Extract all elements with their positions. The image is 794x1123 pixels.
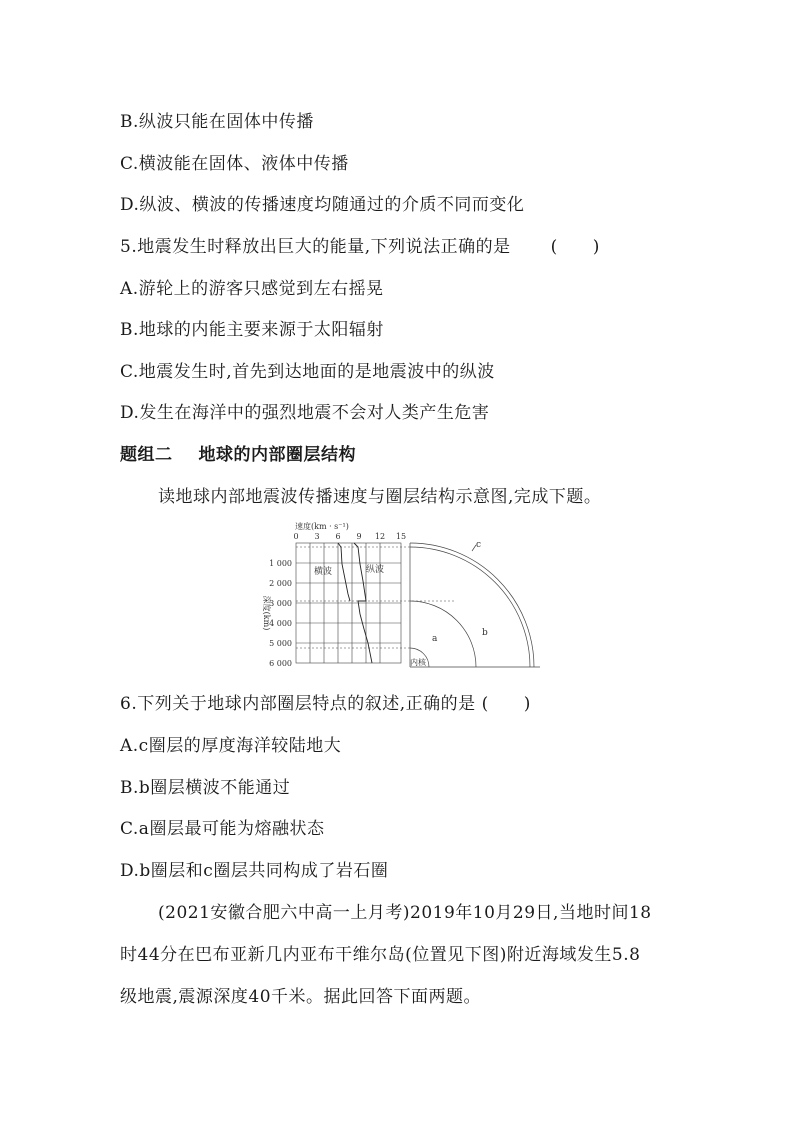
depth-tick: 5 000 bbox=[269, 639, 292, 648]
p-wave-label: 纵波 bbox=[366, 565, 385, 575]
inner-core-label: 内核 bbox=[410, 658, 426, 667]
depth-tick: 4 000 bbox=[269, 619, 292, 628]
layer-b-label: b bbox=[482, 628, 488, 638]
s-wave-curve bbox=[338, 543, 350, 601]
q6-answer-blank: ( ) bbox=[481, 694, 531, 714]
q4-option-b: B.纵波只能在固体中传播 bbox=[120, 112, 314, 132]
section-heading bbox=[120, 440, 356, 465]
passage-line-1: (2021安徽合肥六中高一上月考)2019年10月29日,当地时间18 bbox=[158, 903, 652, 923]
speed-tick: 6 bbox=[335, 532, 341, 541]
depth-tick: 1 000 bbox=[269, 559, 292, 568]
layer-c-label: c bbox=[476, 540, 482, 550]
q5-option-c: C.地震发生时,首先到达地面的是地震波中的纵波 bbox=[120, 362, 495, 382]
group-title: 地球的内部圈层结构 bbox=[198, 445, 356, 465]
q4-option-d: D.纵波、横波的传播速度均随通过的介质不同而变化 bbox=[120, 195, 525, 215]
chart-grid bbox=[296, 543, 401, 663]
speed-tick: 15 bbox=[395, 532, 407, 541]
seismic-wave-figure bbox=[250, 519, 550, 671]
q5-option-b: B.地球的内能主要来源于太阳辐射 bbox=[120, 320, 384, 340]
q5-stem-text: 5.地震发生时释放出巨大的能量,下列说法正确的是 bbox=[120, 237, 511, 257]
q5-stem bbox=[120, 232, 600, 257]
speed-tick: 9 bbox=[356, 532, 362, 541]
depth-axis-label: 深度(km) bbox=[262, 595, 271, 631]
q6-option-c: C.a圈层最可能为熔融状态 bbox=[120, 819, 325, 839]
passage-line-2: 时44分在巴布亚新几内亚布干维尔岛(位置见下图)附近海域发生5.8 bbox=[120, 945, 641, 965]
q6-stem-text: 6.下列关于地球内部圈层特点的叙述,正确的是 bbox=[120, 694, 476, 714]
depth-tick: 6 000 bbox=[269, 659, 292, 668]
earth-cross-section bbox=[410, 543, 540, 667]
q6-option-b: B.b圈层横波不能通过 bbox=[120, 778, 291, 798]
q6-option-d: D.b圈层和c圈层共同构成了岩石圈 bbox=[120, 861, 389, 881]
q5-option-d: D.发生在海洋中的强烈地震不会对人类产生危害 bbox=[120, 403, 490, 423]
q6-stem bbox=[120, 689, 531, 714]
speed-axis-label: 速度(km · s⁻¹) bbox=[295, 522, 349, 531]
speed-tick: 0 bbox=[293, 532, 299, 541]
passage-line-3: 级地震,震源深度40千米。据此回答下面两题。 bbox=[120, 987, 482, 1007]
speed-tick: 12 bbox=[374, 532, 386, 541]
s-wave-label: 横波 bbox=[314, 567, 333, 577]
group-label: 题组二 bbox=[120, 445, 173, 465]
layer-a-label: a bbox=[432, 634, 438, 644]
q5-answer-blank: ( ) bbox=[550, 237, 600, 257]
figure-intro: 读地球内部地震波传播速度与圈层结构示意图,完成下题。 bbox=[158, 487, 602, 507]
depth-tick: 3 000 bbox=[269, 599, 292, 608]
q6-option-a: A.c圈层的厚度海洋较陆地大 bbox=[120, 736, 342, 756]
q5-option-a: A.游轮上的游客只感觉到左右摇晃 bbox=[120, 279, 384, 299]
depth-tick: 2 000 bbox=[269, 579, 292, 588]
q4-option-c: C.横波能在固体、液体中传播 bbox=[120, 154, 349, 174]
speed-tick: 3 bbox=[314, 532, 320, 541]
